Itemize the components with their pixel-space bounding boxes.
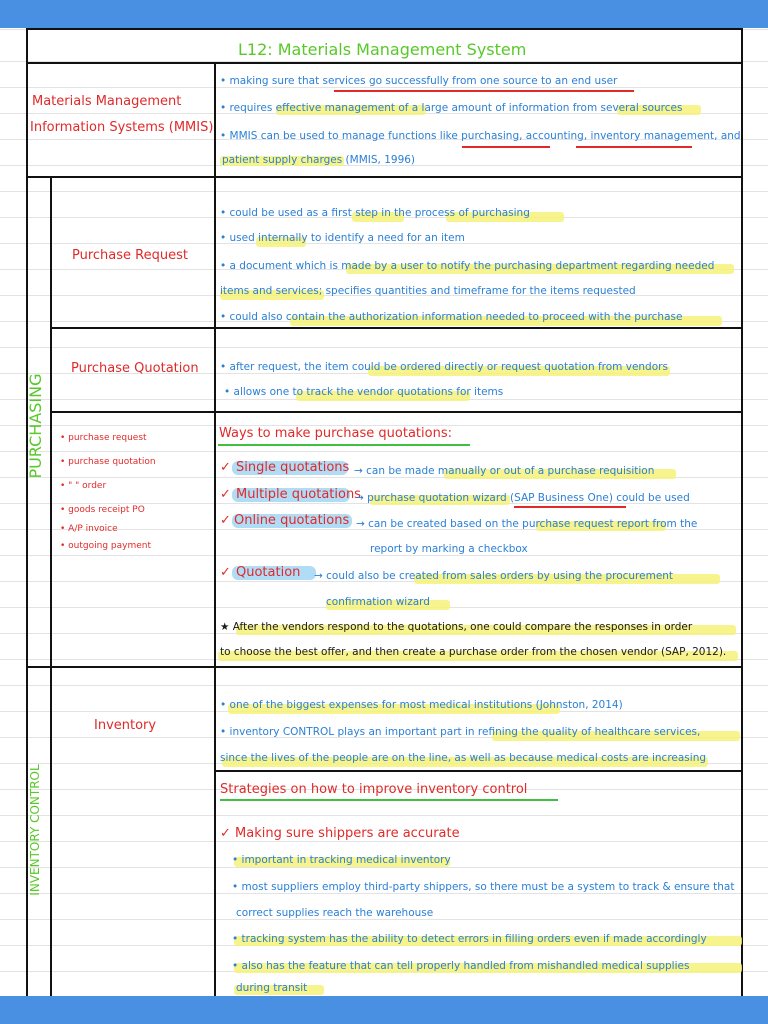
inventory-line-2: • inventory CONTROL plays an important part in refining the quality of healthcare services, — [220, 726, 701, 738]
mmis-line-2: • requires effective management of a large amount of information from several sources — [220, 102, 683, 114]
divider-purchasing — [26, 666, 743, 668]
way-check: ✓ — [220, 513, 231, 528]
mmis-label-2: Information Systems (MMIS) — [30, 120, 214, 135]
border-top — [26, 28, 743, 30]
way-check: ✓ — [220, 460, 231, 475]
doc-item: • goods receipt PO — [60, 505, 145, 515]
doc-item: • " " order — [60, 481, 107, 491]
way-desc: → can be created based on the purchase request report from the — [356, 518, 698, 530]
divider-request — [50, 327, 743, 329]
way-name: Multiple quotations — [236, 487, 361, 502]
online-continuation: report by marking a checkbox — [370, 543, 528, 555]
border-right — [741, 28, 743, 996]
way-desc: → could also be created from sales orders by using the procurement — [314, 570, 674, 582]
request-line-1: • could be used as a first step in the process of purchasing — [220, 207, 530, 219]
way-check: ✓ — [220, 565, 231, 580]
mmis-line-1: • making sure that services go successfully from one source to an end user — [220, 75, 618, 87]
underline — [334, 90, 634, 92]
mmis-label-1: Materials Management — [32, 94, 182, 109]
divider-quotation — [50, 411, 743, 413]
purchase-request-label: Purchase Request — [72, 248, 188, 263]
strategy-line-2: • most suppliers employ third-party shippers, so there must be a system to track & ensure that — [232, 881, 735, 893]
request-line-2: • used internally to identify a need for an item — [220, 232, 465, 244]
underline — [514, 506, 626, 508]
notes-page — [0, 28, 768, 996]
request-line-4: items and services; specifies quantities and timeframe for the items requested — [220, 285, 636, 297]
star-note-line-2: to choose the best offer, and then create a purchase order from the chosen vendor (SAP, 2012). — [220, 646, 727, 658]
divider-label-col — [214, 62, 216, 996]
way-name: Online quotations — [234, 513, 350, 528]
quotation-continuation: confirmation wizard — [326, 596, 430, 608]
request-line-3: • a document which is made by a user to notify the purchasing department regarding needed — [220, 260, 715, 272]
way-name: Quotation — [236, 565, 301, 580]
top-band — [0, 0, 768, 28]
ways-heading: Ways to make purchase quotations: — [219, 426, 452, 441]
strategy-line-3: correct supplies reach the warehouse — [236, 907, 434, 919]
way-name: Single quotations — [236, 460, 350, 475]
strategy-line-4: • tracking system has the ability to detect errors in filling orders even if made accordingly — [232, 933, 707, 945]
star-note-line-1: ★ After the vendors respond to the quotations, one could compare the responses in order — [220, 621, 693, 633]
page-title: L12: Materials Management System — [238, 40, 527, 59]
divider-title — [26, 62, 743, 64]
strategy-line-5: • also has the feature that can tell properly handled from mishandled medical supplies — [232, 960, 690, 972]
inventory-line-1: • one of the biggest expenses for most medical institutions (Johnston, 2014) — [220, 699, 623, 711]
quotation-line-1: • after request, the item could be ordered directly or request quotation from vendors — [220, 361, 668, 373]
strategy-heading: ✓ Making sure shippers are accurate — [220, 826, 460, 841]
way-desc: → can be made manually or out of a purchase requisition — [354, 465, 655, 477]
request-line-5: • could also contain the authorization information needed to proceed with the purchase — [220, 311, 683, 323]
underline — [218, 444, 470, 446]
way-desc: → purchase quotation wizard (SAP Business One) could be used — [355, 492, 690, 504]
doc-item: • outgoing payment — [60, 541, 151, 551]
underline — [576, 146, 692, 148]
strategy-line-6: during transit — [236, 982, 308, 994]
inventory-control-label: INVENTORY CONTROL — [28, 764, 42, 896]
underline — [462, 146, 550, 148]
mmis-line-4: patient supply charges (MMIS, 1996) — [222, 154, 416, 166]
inventory-label: Inventory — [94, 718, 157, 733]
doc-item: • purchase request — [60, 433, 147, 443]
purchase-quotation-label: Purchase Quotation — [71, 361, 199, 376]
divider-mmis — [26, 176, 743, 178]
strategies-heading: Strategies on how to improve inventory control — [220, 782, 528, 797]
underline — [220, 799, 558, 801]
way-check: ✓ — [220, 487, 231, 502]
purchasing-label: PURCHASING — [26, 373, 45, 479]
doc-item: • A/P invoice — [60, 524, 118, 534]
mmis-line-3: • MMIS can be used to manage functions like purchasing, accounting, inventory management, and — [220, 130, 741, 142]
divider-section-col — [50, 176, 52, 996]
divider-strategies — [214, 770, 743, 772]
inventory-line-3: since the lives of the people are on the line, as well as because medical costs are increasing — [220, 752, 707, 764]
quotation-line-2: • allows one to track the vendor quotations for items — [224, 386, 504, 398]
strategy-line-1: • important in tracking medical inventory — [232, 854, 451, 866]
doc-item: • purchase quotation — [60, 457, 156, 467]
bottom-band — [0, 996, 768, 1024]
